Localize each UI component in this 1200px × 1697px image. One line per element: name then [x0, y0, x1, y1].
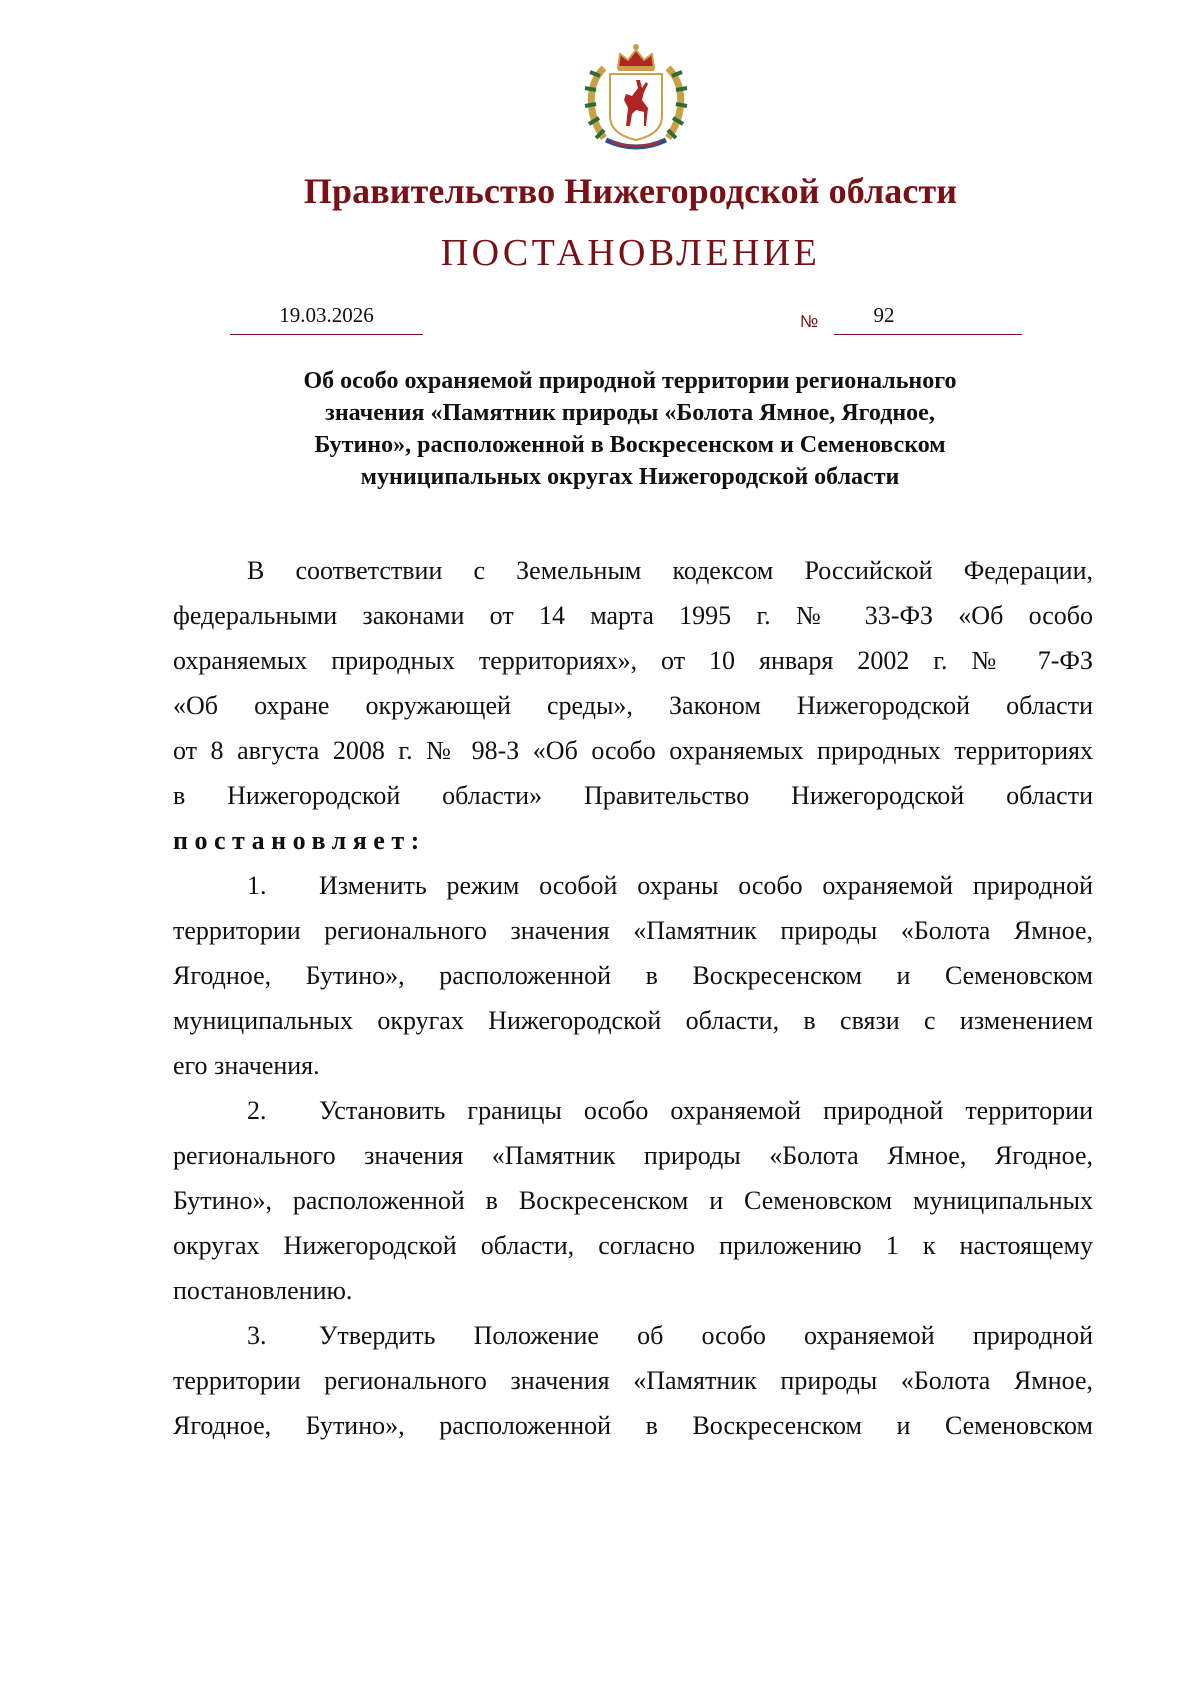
item-line: Утвердить Положение об особо охраняемой природной — [319, 1321, 1093, 1350]
government-title: Правительство Нижегородской области — [303, 171, 958, 211]
item-line: территории регионального значения «Памятник природы «Болота Ямное, — [173, 1366, 1093, 1395]
subject-line: муниципальных округах Нижегородской области — [360, 464, 900, 490]
item-line: муниципальных округах Нижегородской области, в связи с изменением — [173, 1006, 1093, 1035]
preamble-line: охраняемых природных территориях», от 10 января 2002 г. № 7-ФЗ — [173, 646, 1093, 675]
item-number: 2. — [247, 1096, 267, 1125]
subject-line: Бутино», расположенной в Воскресенском и Семеновском — [314, 432, 946, 458]
preamble-line: «Об охране окружающей среды», Законом Нижегородской области — [173, 691, 1093, 720]
number-value: 92 — [873, 303, 895, 327]
number-sign: № — [800, 312, 819, 331]
subject-line: значения «Памятник природы «Болота Ямное, Ягодное, — [325, 400, 935, 426]
coat-of-arms-emblem — [566, 38, 706, 158]
preamble-line: В соответствии с Земельным кодексом Российской Федерации, — [247, 556, 1093, 585]
preamble-line: федеральными законами от 14 марта 1995 г. № 33-ФЗ «Об особо — [173, 601, 1093, 630]
preamble-line: от 8 августа 2008 г. № 98-З «Об особо охраняемых природных территориях — [173, 736, 1093, 765]
item-line: Изменить режим особой охраны особо охраняемой природной — [319, 871, 1093, 900]
item-line: регионального значения «Памятник природы «Болота Ямное, Ягодное, — [173, 1141, 1093, 1170]
item-line: Бутино», расположенной в Воскресенском и Семеновском муниципальных — [173, 1186, 1093, 1215]
item-line: постановлению. — [173, 1276, 353, 1305]
date-value: 19.03.2026 — [279, 303, 374, 327]
coat-of-arms-icon — [566, 38, 706, 158]
item-number: 3. — [247, 1321, 267, 1350]
item-line: его значения. — [173, 1051, 320, 1080]
date-field — [230, 303, 423, 335]
item-line: округах Нижегородской области, согласно приложению 1 к настоящему — [173, 1231, 1093, 1260]
item-line: Ягодное, Бутино», расположенной в Воскресенском и Семеновском — [173, 961, 1093, 990]
item-line: Установить границы особо охраняемой природной территории — [319, 1096, 1093, 1125]
number-field — [834, 303, 1022, 335]
document-subject — [230, 365, 1030, 493]
resolution-keyword: постановляет: — [173, 826, 426, 855]
preamble-line: в Нижегородской области» Правительство Нижегородской области — [173, 781, 1093, 810]
subject-line: Об особо охраняемой природной территории регионального — [303, 368, 957, 394]
document-type-title: ПОСТАНОВЛЕНИЕ — [440, 232, 821, 274]
item-number: 1. — [247, 871, 267, 900]
item-line: территории регионального значения «Памятник природы «Болота Ямное, — [173, 916, 1093, 945]
item-line: Ягодное, Бутино», расположенной в Воскресенском и Семеновском — [173, 1411, 1093, 1440]
